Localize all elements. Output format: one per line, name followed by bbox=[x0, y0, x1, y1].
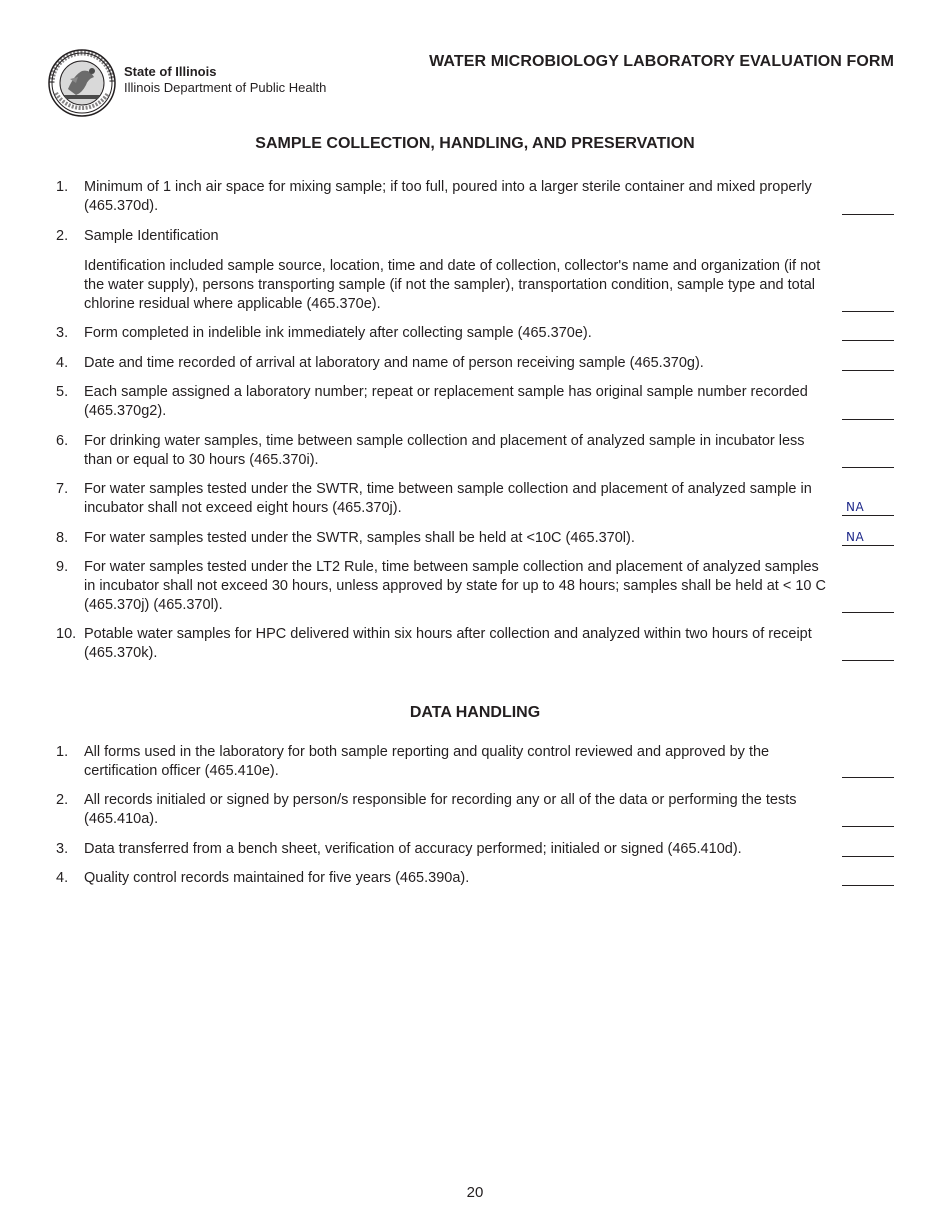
answer-field[interactable] bbox=[842, 405, 894, 420]
item-text: For water samples tested under the LT2 Rule, time between sample collection and placement of analyzed samples in incubator shall not exceed 30 hours, unless approved by state for up to 48 hours; samples shall be held at < 10 C (465.370j) (465.370l). bbox=[84, 559, 826, 613]
form-title: WATER MICROBIOLOGY LABORATORY EVALUATION FORM bbox=[429, 53, 894, 70]
answer-field[interactable] bbox=[842, 453, 894, 468]
list-item bbox=[56, 354, 826, 373]
answer-field[interactable] bbox=[842, 356, 894, 371]
item-number: 5. bbox=[56, 384, 69, 400]
page-number: 20 bbox=[466, 1184, 484, 1201]
list-item bbox=[56, 480, 826, 518]
list-item bbox=[56, 178, 826, 216]
item-text: Each sample assigned a laboratory number; repeat or replacement sample has original sample number recorded (465.370g2). bbox=[84, 384, 808, 419]
answer-field[interactable] bbox=[842, 501, 894, 516]
answer-field[interactable] bbox=[842, 531, 894, 546]
department-name: Illinois Department of Public Health bbox=[124, 80, 327, 95]
item-number: 2. bbox=[56, 228, 69, 244]
answer-field[interactable] bbox=[842, 200, 894, 215]
item-text: For water samples tested under the SWTR, samples shall be held at <10C (465.370l). bbox=[84, 530, 635, 546]
list-item bbox=[56, 558, 826, 615]
item-text: Sample Identification bbox=[84, 228, 219, 244]
item-number: 6. bbox=[56, 433, 69, 449]
item-number: 4. bbox=[56, 870, 69, 886]
answer-field[interactable] bbox=[842, 812, 894, 827]
item-detail-text: Identification included sample source, location, time and date of collection, collector's name and organization (if not the water supply), persons transporting sample (if not the sampler), transportation condition, sample type and total chlorine residual where applicable (465.370e). bbox=[84, 258, 821, 312]
item-text: Date and time recorded of arrival at laboratory and name of person receiving sample (465.370g). bbox=[84, 355, 704, 371]
item-text: All records initialed or signed by person/s responsible for recording any or all of the data or performing the tests (465.410a). bbox=[84, 792, 797, 827]
section-heading-data-handling: DATA HANDLING bbox=[409, 704, 541, 721]
agency-block bbox=[124, 64, 326, 96]
item-number: 8. bbox=[56, 530, 69, 546]
list-item bbox=[56, 324, 826, 343]
item-text: Form completed in indelible ink immediately after collecting sample (465.370e). bbox=[84, 325, 592, 341]
item-text: For drinking water samples, time between sample collection and placement of analyzed sample in incubator less than or equal to 30 hours (465.370i). bbox=[84, 433, 805, 468]
list-item bbox=[56, 383, 826, 421]
list-item bbox=[56, 432, 826, 470]
answer-value: NA bbox=[846, 530, 865, 544]
state-name: State of Illinois bbox=[124, 64, 217, 79]
item-number: 3. bbox=[56, 841, 69, 857]
answer-field[interactable] bbox=[842, 598, 894, 613]
item-number: 1. bbox=[56, 179, 69, 195]
answer-field[interactable] bbox=[842, 842, 894, 857]
list-item bbox=[56, 743, 826, 781]
item-number: 9. bbox=[56, 559, 69, 575]
answer-value: NA bbox=[846, 500, 865, 514]
item-text: For water samples tested under the SWTR, time between sample collection and placement of analyzed sample in incubator shall not exceed eight hours (465.370j). bbox=[84, 481, 812, 516]
item-number: 2. bbox=[56, 792, 69, 808]
answer-field[interactable] bbox=[842, 763, 894, 778]
item-text: Data transferred from a bench sheet, verification of accuracy performed; initialed or signed (465.410d). bbox=[84, 841, 742, 857]
list-item bbox=[56, 840, 826, 859]
item-number: 1. bbox=[56, 744, 69, 760]
list-item bbox=[56, 791, 826, 829]
answer-field[interactable] bbox=[842, 871, 894, 886]
item-text: Quality control records maintained for five years (465.390a). bbox=[84, 870, 470, 886]
item-number: 3. bbox=[56, 325, 69, 341]
list-item bbox=[56, 529, 826, 548]
illinois-seal-icon bbox=[48, 49, 116, 117]
list-item bbox=[56, 227, 826, 314]
list-item bbox=[56, 869, 826, 888]
item-number: 7. bbox=[56, 481, 69, 497]
list-item bbox=[56, 625, 826, 663]
item-text: Minimum of 1 inch air space for mixing sample; if too full, poured into a larger sterile container and mixed properly (465.370d). bbox=[84, 179, 812, 214]
item-number: 4. bbox=[56, 355, 69, 371]
section-heading-collection: SAMPLE COLLECTION, HANDLING, AND PRESERVATION bbox=[255, 135, 695, 152]
item-text: Potable water samples for HPC delivered within six hours after collection and analyzed within two hours of receipt (465.370k). bbox=[84, 626, 812, 661]
item-text: All forms used in the laboratory for both sample reporting and quality control reviewed and approved by the certification officer (465.410e). bbox=[84, 744, 770, 779]
answer-field[interactable] bbox=[842, 326, 894, 341]
answer-field[interactable] bbox=[842, 646, 894, 661]
answer-field[interactable] bbox=[842, 297, 894, 312]
item-number: 10. bbox=[56, 626, 77, 642]
